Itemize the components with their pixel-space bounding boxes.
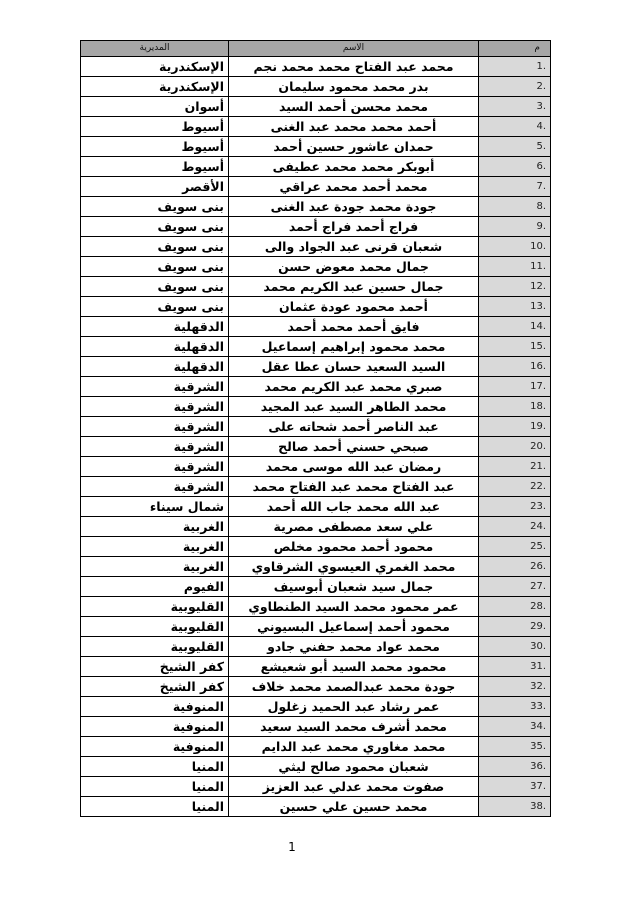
directorate-cell: أسوان: [81, 97, 229, 117]
name-cell: محمد الغمري العيسوي الشرقاوي: [229, 557, 479, 577]
row-number-cell: 6.: [479, 157, 551, 177]
name-cell: جودة محمد جودة عبد الغنى: [229, 197, 479, 217]
names-table: [80, 40, 551, 817]
table-row: [81, 77, 551, 97]
table-row: [81, 197, 551, 217]
directorate-cell: الإسكندرية: [81, 57, 229, 77]
table-row: [81, 597, 551, 617]
row-number-cell: 3.: [479, 97, 551, 117]
table-row: [81, 537, 551, 557]
name-cell: جمال حسين عبد الكريم محمد: [229, 277, 479, 297]
table-row: [81, 357, 551, 377]
directorate-cell: الدقهلية: [81, 337, 229, 357]
directorate-cell: كفر الشيخ: [81, 677, 229, 697]
table-row: [81, 737, 551, 757]
row-number-cell: 2.: [479, 77, 551, 97]
table-row: [81, 797, 551, 817]
directorate-cell: الشرقية: [81, 477, 229, 497]
table-row: [81, 417, 551, 437]
directorate-cell: الشرقية: [81, 417, 229, 437]
table-row: [81, 217, 551, 237]
row-number-cell: 12.: [479, 277, 551, 297]
row-number-cell: 5.: [479, 137, 551, 157]
page-number: 1: [288, 840, 296, 854]
table-row: [81, 337, 551, 357]
name-cell: السيد السعيد حسان عطا عقل: [229, 357, 479, 377]
name-cell: عبد الله محمد جاب الله أحمد: [229, 497, 479, 517]
table-row: [81, 177, 551, 197]
row-number-cell: 29.: [479, 617, 551, 637]
name-cell: أحمد محمود عودة عثمان: [229, 297, 479, 317]
row-number-cell: 24.: [479, 517, 551, 537]
name-cell: محمد محمود إبراهيم إسماعيل: [229, 337, 479, 357]
directorate-cell: الأقصر: [81, 177, 229, 197]
directorate-cell: بنى سويف: [81, 197, 229, 217]
row-number-cell: 4.: [479, 117, 551, 137]
directorate-cell: القليوبية: [81, 637, 229, 657]
name-cell: شعبان محمود صالح ليثي: [229, 757, 479, 777]
directorate-cell: الدقهلية: [81, 357, 229, 377]
directorate-cell: الشرقية: [81, 397, 229, 417]
table-row: [81, 777, 551, 797]
name-cell: محمود أحمد إسماعيل البسيوني: [229, 617, 479, 637]
directorate-cell: المنوفية: [81, 697, 229, 717]
directorate-cell: بنى سويف: [81, 277, 229, 297]
name-cell: محمد الطاهر السيد عبد المجيد: [229, 397, 479, 417]
name-cell: عبد الناصر أحمد شحاته على: [229, 417, 479, 437]
document-page: [80, 40, 550, 817]
directorate-cell: بنى سويف: [81, 297, 229, 317]
header-number: م: [479, 41, 551, 57]
row-number-cell: 33.: [479, 697, 551, 717]
directorate-cell: بنى سويف: [81, 237, 229, 257]
table-row: [81, 57, 551, 77]
header-name: الاسم: [229, 41, 479, 57]
name-cell: جودة محمد عبدالصمد محمد خلاف: [229, 677, 479, 697]
row-number-cell: 36.: [479, 757, 551, 777]
row-number-cell: 17.: [479, 377, 551, 397]
name-cell: محمد أشرف محمد السيد سعيد: [229, 717, 479, 737]
table-row: [81, 497, 551, 517]
row-number-cell: 21.: [479, 457, 551, 477]
row-number-cell: 15.: [479, 337, 551, 357]
directorate-cell: المنوفية: [81, 737, 229, 757]
name-cell: علي سعد مصطفى مصرية: [229, 517, 479, 537]
directorate-cell: الغربية: [81, 557, 229, 577]
directorate-cell: شمال سيناء: [81, 497, 229, 517]
table-row: [81, 117, 551, 137]
table-row: [81, 157, 551, 177]
row-number-cell: 19.: [479, 417, 551, 437]
directorate-cell: المنوفية: [81, 717, 229, 737]
name-cell: محمد عبد الفتاح محمد محمد نجم: [229, 57, 479, 77]
row-number-cell: 13.: [479, 297, 551, 317]
directorate-cell: الشرقية: [81, 437, 229, 457]
row-number-cell: 26.: [479, 557, 551, 577]
row-number-cell: 37.: [479, 777, 551, 797]
directorate-cell: الشرقية: [81, 457, 229, 477]
name-cell: صفوت محمد عدلي عبد العزيز: [229, 777, 479, 797]
row-number-cell: 20.: [479, 437, 551, 457]
table-row: [81, 257, 551, 277]
name-cell: أحمد محمد محمد عبد الغنى: [229, 117, 479, 137]
directorate-cell: القليوبية: [81, 597, 229, 617]
table-row: [81, 397, 551, 417]
directorate-cell: بنى سويف: [81, 257, 229, 277]
directorate-cell: أسيوط: [81, 137, 229, 157]
row-number-cell: 38.: [479, 797, 551, 817]
directorate-cell: أسيوط: [81, 117, 229, 137]
directorate-cell: الغربية: [81, 537, 229, 557]
name-cell: شعبان قرنى عبد الجواد والى: [229, 237, 479, 257]
name-cell: رمضان عبد الله موسى محمد: [229, 457, 479, 477]
row-number-cell: 34.: [479, 717, 551, 737]
row-number-cell: 28.: [479, 597, 551, 617]
row-number-cell: 1.: [479, 57, 551, 77]
name-cell: محمد محسن أحمد السيد: [229, 97, 479, 117]
row-number-cell: 18.: [479, 397, 551, 417]
directorate-cell: الدقهلية: [81, 317, 229, 337]
table-row: [81, 677, 551, 697]
directorate-cell: الفيوم: [81, 577, 229, 597]
name-cell: بدر محمد محمود سليمان: [229, 77, 479, 97]
name-cell: محمد مغاوري محمد عبد الدايم: [229, 737, 479, 757]
name-cell: حمدان عاشور حسين أحمد: [229, 137, 479, 157]
table-row: [81, 277, 551, 297]
row-number-cell: 14.: [479, 317, 551, 337]
row-number-cell: 16.: [479, 357, 551, 377]
table-row: [81, 617, 551, 637]
name-cell: أبوبكر محمد محمد عطيفى: [229, 157, 479, 177]
table-row: [81, 457, 551, 477]
table-row: [81, 637, 551, 657]
row-number-cell: 27.: [479, 577, 551, 597]
name-cell: محمود محمد السيد أبو شعيشع: [229, 657, 479, 677]
row-number-cell: 9.: [479, 217, 551, 237]
table-row: [81, 577, 551, 597]
table-row: [81, 557, 551, 577]
row-number-cell: 31.: [479, 657, 551, 677]
table-row: [81, 237, 551, 257]
row-number-cell: 7.: [479, 177, 551, 197]
table-row: [81, 437, 551, 457]
row-number-cell: 23.: [479, 497, 551, 517]
name-cell: عبد الفتاح محمد عبد الفتاح محمد: [229, 477, 479, 497]
name-cell: عمر رشاد عبد الحميد زغلول: [229, 697, 479, 717]
directorate-cell: الشرقية: [81, 377, 229, 397]
directorate-cell: الغربية: [81, 517, 229, 537]
directorate-cell: أسيوط: [81, 157, 229, 177]
table-row: [81, 697, 551, 717]
row-number-cell: 8.: [479, 197, 551, 217]
row-number-cell: 32.: [479, 677, 551, 697]
row-number-cell: 35.: [479, 737, 551, 757]
table-row: [81, 657, 551, 677]
directorate-cell: كفر الشيخ: [81, 657, 229, 677]
table-body: [81, 57, 551, 817]
directorate-cell: القليوبية: [81, 617, 229, 637]
name-cell: صبحي حسني أحمد صالح: [229, 437, 479, 457]
table-row: [81, 717, 551, 737]
name-cell: محمد أحمد محمد عراقي: [229, 177, 479, 197]
name-cell: محمد حسين علي حسين: [229, 797, 479, 817]
name-cell: صبري محمد عبد الكريم محمد: [229, 377, 479, 397]
row-number-cell: 22.: [479, 477, 551, 497]
directorate-cell: المنيا: [81, 777, 229, 797]
row-number-cell: 11.: [479, 257, 551, 277]
table-header-row: [81, 41, 551, 57]
row-number-cell: 10.: [479, 237, 551, 257]
name-cell: عمر محمود محمد السيد الطنطاوي: [229, 597, 479, 617]
table-row: [81, 477, 551, 497]
row-number-cell: 30.: [479, 637, 551, 657]
header-directorate: المديرية: [81, 41, 229, 57]
name-cell: فايق أحمد محمد أحمد: [229, 317, 479, 337]
directorate-cell: المنيا: [81, 797, 229, 817]
table-row: [81, 377, 551, 397]
directorate-cell: الإسكندرية: [81, 77, 229, 97]
table-row: [81, 757, 551, 777]
name-cell: فراج أحمد فراج أحمد: [229, 217, 479, 237]
name-cell: محمود أحمد محمود مخلص: [229, 537, 479, 557]
table-row: [81, 517, 551, 537]
directorate-cell: بنى سويف: [81, 217, 229, 237]
table-row: [81, 97, 551, 117]
name-cell: جمال سيد شعبان أبوسيف: [229, 577, 479, 597]
row-number-cell: 25.: [479, 537, 551, 557]
table-row: [81, 297, 551, 317]
name-cell: محمد عواد محمد حفني جادو: [229, 637, 479, 657]
directorate-cell: المنيا: [81, 757, 229, 777]
name-cell: جمال محمد معوض حسن: [229, 257, 479, 277]
table-row: [81, 137, 551, 157]
table-row: [81, 317, 551, 337]
